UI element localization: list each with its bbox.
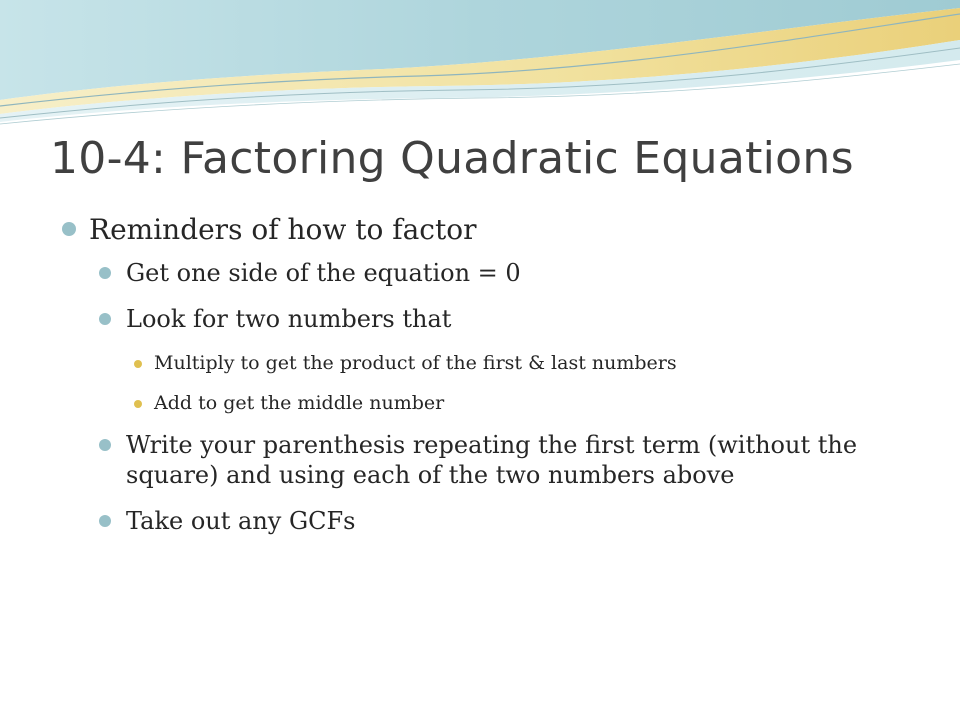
- bullet-item: [62, 212, 922, 248]
- bullet-text: Add to get the middle number: [154, 392, 445, 414]
- bullet-dot-icon: [99, 313, 111, 325]
- bullet-list: [62, 212, 922, 552]
- sub-bullet-item: [99, 258, 922, 288]
- slide-title: 10-4: Factoring Quadratic Equations: [50, 133, 854, 184]
- sub-bullet-item: [99, 506, 922, 536]
- sub-bullet-item: [99, 304, 922, 334]
- bullet-dot-icon: [134, 400, 142, 408]
- bullet-dot-icon: [99, 515, 111, 527]
- bullet-text: Get one side of the equation = 0: [126, 259, 521, 287]
- bullet-text: Look for two numbers that: [126, 305, 452, 333]
- bullet-dot-icon: [62, 222, 76, 236]
- sub-sub-bullet-item: [134, 350, 922, 376]
- bullet-dot-icon: [99, 439, 111, 451]
- bullet-text: Multiply to get the product of the first & last numbers: [154, 352, 677, 374]
- bullet-text: Take out any GCFs: [126, 507, 356, 535]
- bullet-dot-icon: [134, 360, 142, 368]
- bullet-text: Reminders of how to factor: [89, 213, 477, 246]
- sub-sub-bullet-item: [134, 390, 922, 416]
- bullet-dot-icon: [99, 267, 111, 279]
- sub-bullet-item: [99, 430, 922, 490]
- decorative-wave-banner: [0, 0, 960, 130]
- bullet-text: Write your parenthesis repeating the first term (without the square) and using each of the two numbers above: [126, 431, 858, 489]
